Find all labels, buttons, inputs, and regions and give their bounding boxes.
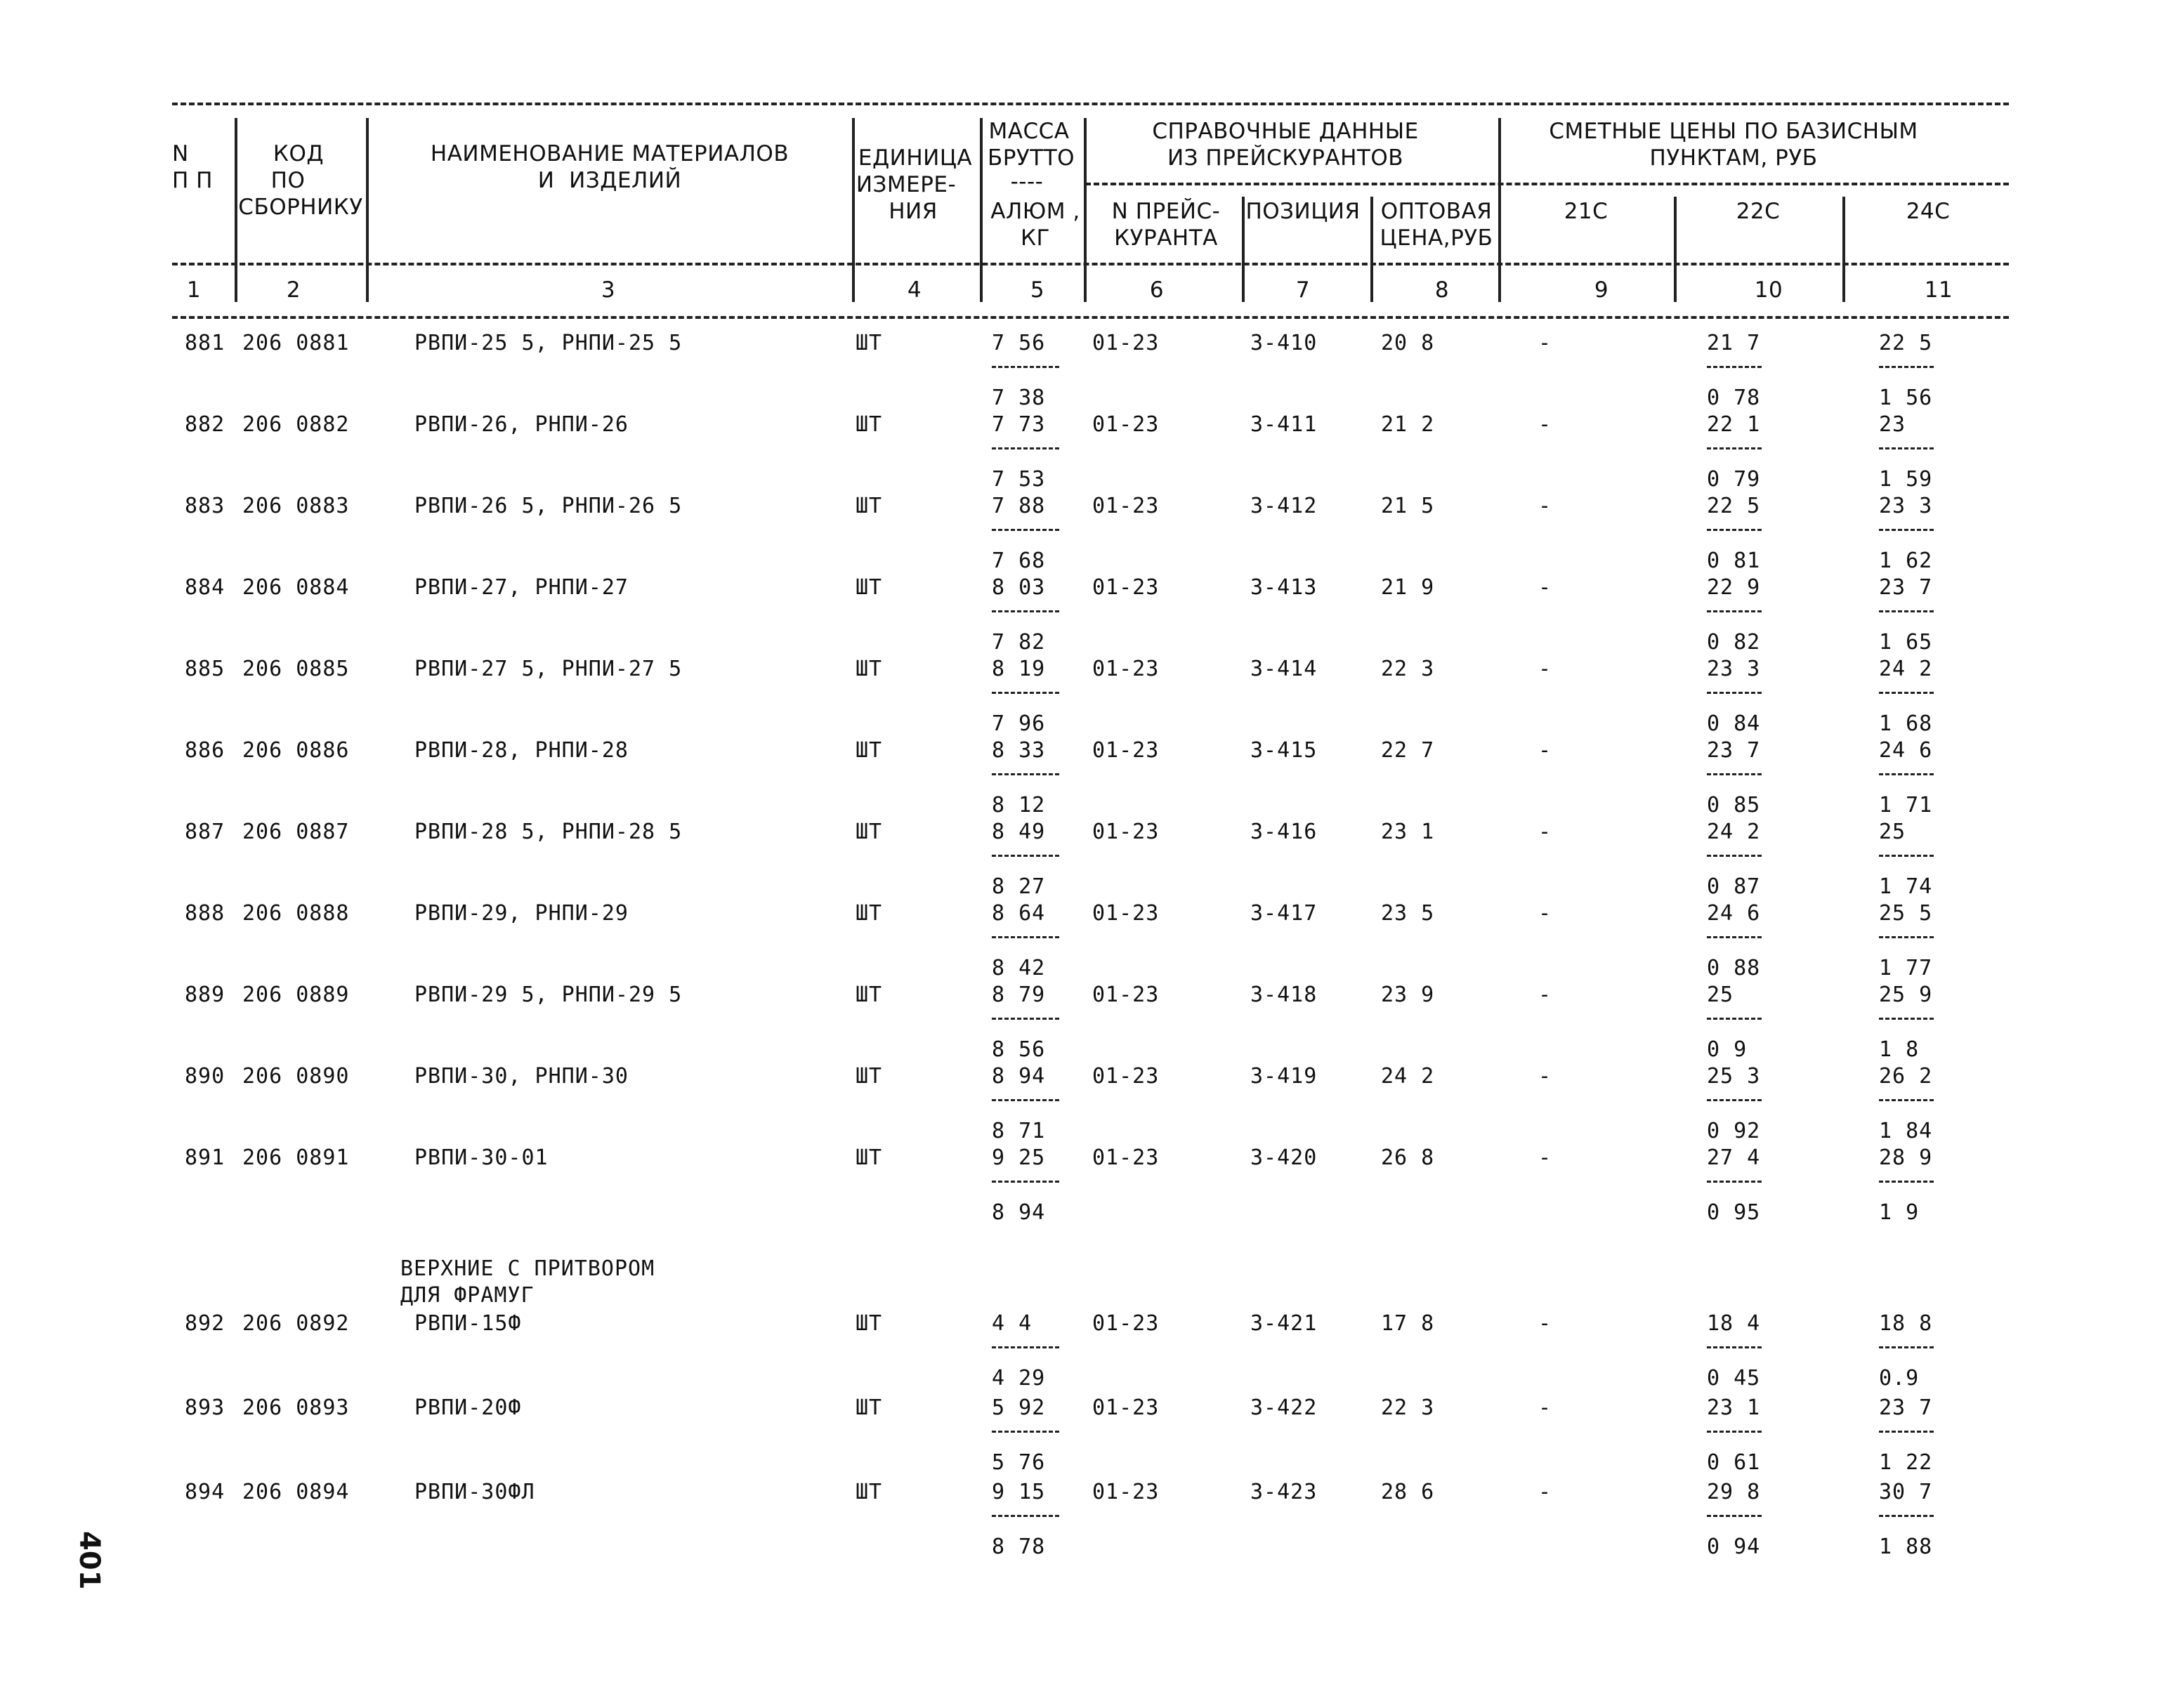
mass-fraction-rule <box>992 610 1059 612</box>
row-price-22c-bottom: 0 94 <box>1707 1535 1761 1559</box>
row-price-22c-top: 25 <box>1707 983 1734 1007</box>
colnum-bottom-rule <box>172 316 2009 319</box>
row-price-22c-top: 24 6 <box>1707 901 1761 926</box>
row-price-24c-top: 24 2 <box>1879 657 1933 681</box>
row-wholesale: 21 2 <box>1381 412 1435 437</box>
mass-fraction-rule <box>992 1346 1059 1348</box>
hdr-ref-1: СПРАВОЧНЫЕ ДАННЫЕ <box>1152 119 1419 144</box>
row-number: 883 <box>185 494 225 518</box>
price-24c-fraction-rule <box>1879 1515 1934 1517</box>
row-unit: ШТ <box>856 575 883 600</box>
row-number: 891 <box>185 1145 225 1170</box>
row-unit: ШТ <box>856 1064 883 1089</box>
row-mass-top: 7 56 <box>992 331 1046 355</box>
row-price-21c: - <box>1538 1064 1552 1089</box>
price-22c-fraction-rule <box>1707 1346 1762 1348</box>
mass-fraction-rule <box>992 855 1059 857</box>
mass-fraction-rule <box>992 692 1059 694</box>
sep-3 <box>852 118 855 302</box>
row-name: РВПИ-30-01 <box>414 1145 549 1170</box>
price-22c-fraction-rule <box>1707 1431 1762 1433</box>
sep-2 <box>366 118 369 302</box>
mass-fraction-rule <box>992 529 1059 531</box>
row-unit: ШТ <box>856 983 883 1007</box>
row-wholesale: 24 2 <box>1381 1064 1435 1089</box>
row-wholesale: 23 9 <box>1381 983 1435 1007</box>
sep-7 <box>1370 197 1373 302</box>
row-price-24c-bottom: 1 88 <box>1879 1535 1933 1559</box>
row-unit: ШТ <box>856 820 883 844</box>
row-price-24c-top: 18 8 <box>1879 1311 1933 1336</box>
row-code: 206 0887 <box>242 820 350 844</box>
row-price-22c-bottom: 0 87 <box>1707 874 1761 899</box>
row-position: 3-416 <box>1250 820 1318 844</box>
row-position: 3-421 <box>1250 1311 1318 1336</box>
price-22c-fraction-rule <box>1707 1181 1762 1183</box>
row-price-22c-bottom: 0 45 <box>1707 1366 1761 1391</box>
row-price-24c-bottom: 1 77 <box>1879 956 1933 980</box>
row-unit: ШТ <box>856 331 883 355</box>
row-price-24c-top: 23 <box>1879 412 1906 437</box>
row-mass-bottom: 4 29 <box>992 1366 1046 1391</box>
row-price-21c: - <box>1538 901 1552 926</box>
row-price-24c-bottom: 0.9 <box>1879 1366 1920 1391</box>
row-name: РВПИ-27 5, РНПИ-27 5 <box>414 657 683 681</box>
mass-fraction-rule <box>992 773 1059 775</box>
row-number: 892 <box>185 1311 225 1336</box>
row-price-24c-top: 26 2 <box>1879 1064 1933 1089</box>
row-price-22c-top: 23 7 <box>1707 738 1761 763</box>
row-code: 206 0893 <box>242 1395 350 1420</box>
row-price-24c-bottom: 1 65 <box>1879 630 1933 655</box>
row-wholesale: 21 9 <box>1381 575 1435 600</box>
colnum-5: 5 <box>1030 277 1045 303</box>
row-name: РВПИ-30, РНПИ-30 <box>414 1064 629 1089</box>
row-code: 206 0885 <box>242 657 350 681</box>
row-price-list: 01-23 <box>1092 738 1160 763</box>
price-24c-fraction-rule <box>1879 1099 1934 1101</box>
hdr-21c: 21С <box>1564 199 1609 224</box>
row-mass-top: 8 79 <box>992 983 1046 1007</box>
row-name: РВПИ-15Ф <box>414 1311 522 1336</box>
row-mass-bottom: 8 94 <box>992 1200 1046 1225</box>
row-mass-top: 8 49 <box>992 820 1046 844</box>
hdr-est-1: СМЕТНЫЕ ЦЕНЫ ПО БАЗИСНЫМ <box>1549 119 1918 144</box>
row-wholesale: 23 5 <box>1381 901 1435 926</box>
row-position: 3-419 <box>1250 1064 1318 1089</box>
row-price-22c-top: 18 4 <box>1707 1311 1761 1336</box>
row-price-22c-bottom: 0 78 <box>1707 386 1761 410</box>
row-price-22c-top: 22 9 <box>1707 575 1761 600</box>
row-price-21c: - <box>1538 1145 1552 1170</box>
row-wholesale: 23 1 <box>1381 820 1435 844</box>
row-price-list: 01-23 <box>1092 657 1160 681</box>
row-code: 206 0889 <box>242 983 350 1007</box>
header-ref-subrule <box>1085 183 2009 185</box>
row-price-21c: - <box>1538 1311 1552 1336</box>
row-price-22c-bottom: 0 9 <box>1707 1037 1748 1062</box>
price-24c-fraction-rule <box>1879 447 1934 449</box>
row-price-22c-top: 23 1 <box>1707 1395 1761 1420</box>
row-price-21c: - <box>1538 412 1552 437</box>
hdr-24c: 24С <box>1906 199 1951 224</box>
hdr-ref-2: ИЗ ПРЕЙСКУРАНТОВ <box>1167 145 1404 171</box>
row-mass-bottom: 8 78 <box>992 1535 1046 1559</box>
colnum-7: 7 <box>1295 277 1311 303</box>
row-price-24c-bottom: 1 56 <box>1879 386 1933 410</box>
row-number: 882 <box>185 412 225 437</box>
row-price-22c-bottom: 0 81 <box>1707 548 1761 573</box>
row-wholesale: 22 7 <box>1381 738 1435 763</box>
mass-fraction-rule <box>992 1515 1059 1517</box>
hdr-est-2: ПУНКТАМ, РУБ <box>1649 145 1818 171</box>
row-name: РВПИ-27, РНПИ-27 <box>414 575 629 600</box>
row-mass-top: 7 73 <box>992 412 1046 437</box>
row-price-24c-top: 23 7 <box>1879 1395 1933 1420</box>
row-number: 887 <box>185 820 225 844</box>
section-heading-2: ДЛЯ ФРАМУГ <box>400 1283 535 1308</box>
sep-1 <box>235 118 237 302</box>
row-mass-bottom: 7 68 <box>992 548 1046 573</box>
row-price-24c-top: 25 <box>1879 820 1906 844</box>
row-code: 206 0891 <box>242 1145 350 1170</box>
colnum-3: 3 <box>601 277 616 303</box>
colnum-6: 6 <box>1149 277 1165 303</box>
section-heading-1: ВЕРХНИЕ С ПРИТВОРОМ <box>400 1256 655 1281</box>
hdr-wholesale-1: ОПТОВАЯ <box>1380 199 1493 224</box>
row-price-22c-bottom: 0 88 <box>1707 956 1761 980</box>
colnum-11: 11 <box>1924 277 1953 303</box>
row-price-21c: - <box>1538 331 1552 355</box>
row-price-21c: - <box>1538 983 1552 1007</box>
row-mass-bottom: 8 42 <box>992 956 1046 980</box>
row-unit: ШТ <box>856 738 883 763</box>
price-24c-fraction-rule <box>1879 1181 1934 1183</box>
price-22c-fraction-rule <box>1707 773 1762 775</box>
row-code: 206 0881 <box>242 331 350 355</box>
row-unit: ШТ <box>856 494 883 518</box>
row-code: 206 0890 <box>242 1064 350 1089</box>
row-price-list: 01-23 <box>1092 820 1160 844</box>
row-price-24c-bottom: 1 22 <box>1879 1450 1933 1475</box>
row-wholesale: 17 8 <box>1381 1311 1435 1336</box>
price-22c-fraction-rule <box>1707 936 1762 938</box>
row-name: РВПИ-20Ф <box>414 1395 522 1420</box>
sep-9 <box>1674 197 1677 302</box>
row-price-list: 01-23 <box>1092 901 1160 926</box>
row-number: 890 <box>185 1064 225 1089</box>
mass-fraction-rule <box>992 1181 1059 1183</box>
price-24c-fraction-rule <box>1879 936 1934 938</box>
colnum-1: 1 <box>186 277 202 303</box>
row-mass-top: 8 64 <box>992 901 1046 926</box>
price-24c-fraction-rule <box>1879 773 1934 775</box>
hdr-mass-5: КГ <box>1021 225 1050 251</box>
hdr-name-1: НАИМЕНОВАНИЕ МАТЕРИАЛОВ <box>430 141 790 166</box>
row-price-24c-top: 25 9 <box>1879 983 1933 1007</box>
row-price-list: 01-23 <box>1092 1311 1160 1336</box>
price-24c-fraction-rule <box>1879 692 1934 694</box>
row-price-22c-bottom: 0 79 <box>1707 467 1761 492</box>
row-number: 893 <box>185 1395 225 1420</box>
row-price-24c-bottom: 1 62 <box>1879 548 1933 573</box>
row-price-24c-top: 22 5 <box>1879 331 1933 355</box>
row-mass-top: 8 03 <box>992 575 1046 600</box>
row-position: 3-414 <box>1250 657 1318 681</box>
row-position: 3-423 <box>1250 1480 1318 1504</box>
row-price-24c-bottom: 1 59 <box>1879 467 1933 492</box>
row-code: 206 0888 <box>242 901 350 926</box>
price-22c-fraction-rule <box>1707 366 1762 368</box>
row-mass-bottom: 8 12 <box>992 793 1046 817</box>
row-unit: ШТ <box>856 657 883 681</box>
price-24c-fraction-rule <box>1879 610 1934 612</box>
price-24c-fraction-rule <box>1879 529 1934 531</box>
mass-fraction-rule <box>992 366 1059 368</box>
row-price-22c-top: 22 5 <box>1707 494 1761 518</box>
row-mass-bottom: 5 76 <box>992 1450 1046 1475</box>
row-mass-top: 7 88 <box>992 494 1046 518</box>
row-price-24c-bottom: 1 9 <box>1879 1200 1920 1225</box>
row-code: 206 0892 <box>242 1311 350 1336</box>
row-price-22c-top: 22 1 <box>1707 412 1761 437</box>
row-price-21c: - <box>1538 1395 1552 1420</box>
row-mass-top: 8 94 <box>992 1064 1046 1089</box>
row-price-22c-top: 25 3 <box>1707 1064 1761 1089</box>
row-price-list: 01-23 <box>1092 1064 1160 1089</box>
colnum-9: 9 <box>1594 277 1609 303</box>
row-price-list: 01-23 <box>1092 494 1160 518</box>
row-name: РВПИ-26, РНПИ-26 <box>414 412 629 437</box>
hdr-unit-3: НИЯ <box>889 199 938 224</box>
row-code: 206 0884 <box>242 575 350 600</box>
row-price-21c: - <box>1538 820 1552 844</box>
hdr-mass-2: БРУТТО <box>987 145 1075 171</box>
hdr-mass-4: АЛЮМ , <box>990 199 1080 224</box>
row-price-22c-top: 23 3 <box>1707 657 1761 681</box>
row-price-21c: - <box>1538 1480 1552 1504</box>
row-mass-bottom: 7 96 <box>992 711 1046 736</box>
hdr-unit-2: ИЗМЕРЕ- <box>856 172 957 197</box>
hdr-n-1: N <box>172 141 189 166</box>
row-price-24c-top: 24 6 <box>1879 738 1933 763</box>
row-wholesale: 20 8 <box>1381 331 1435 355</box>
header-bottom-rule <box>172 263 2009 265</box>
row-price-21c: - <box>1538 738 1552 763</box>
row-price-21c: - <box>1538 494 1552 518</box>
row-price-24c-bottom: 1 71 <box>1879 793 1933 817</box>
sep-10 <box>1842 197 1845 302</box>
row-position: 3-412 <box>1250 494 1318 518</box>
row-price-24c-bottom: 1 74 <box>1879 874 1933 899</box>
row-price-22c-bottom: 0 82 <box>1707 630 1761 655</box>
price-24c-fraction-rule <box>1879 1018 1934 1020</box>
mass-fraction-rule <box>992 447 1059 449</box>
row-wholesale: 28 6 <box>1381 1480 1435 1504</box>
row-mass-bottom: 8 71 <box>992 1119 1046 1143</box>
row-number: 886 <box>185 738 225 763</box>
row-price-22c-top: 27 4 <box>1707 1145 1761 1170</box>
row-number: 884 <box>185 575 225 600</box>
hdr-code-1: КОД <box>273 141 325 166</box>
row-mass-top: 9 25 <box>992 1145 1046 1170</box>
row-name: РВПИ-29, РНПИ-29 <box>414 901 629 926</box>
row-price-22c-bottom: 0 85 <box>1707 793 1761 817</box>
mass-fraction-rule <box>992 1018 1059 1020</box>
row-price-list: 01-23 <box>1092 983 1160 1007</box>
row-unit: ШТ <box>856 1145 883 1170</box>
row-name: РВПИ-28, РНПИ-28 <box>414 738 629 763</box>
hdr-unit-1: ЕДИНИЦА <box>858 145 973 171</box>
colnum-8: 8 <box>1434 277 1450 303</box>
price-24c-fraction-rule <box>1879 1346 1934 1348</box>
row-code: 206 0886 <box>242 738 350 763</box>
row-unit: ШТ <box>856 901 883 926</box>
row-mass-top: 8 19 <box>992 657 1046 681</box>
row-mass-bottom: 7 82 <box>992 630 1046 655</box>
sep-8 <box>1498 118 1501 302</box>
hdr-code-3: СБОРНИКУ <box>238 195 363 220</box>
mass-fraction-rule <box>992 1099 1059 1101</box>
sep-5 <box>1084 118 1087 302</box>
row-position: 3-420 <box>1250 1145 1318 1170</box>
row-price-24c-bottom: 1 68 <box>1879 711 1933 736</box>
row-number: 881 <box>185 331 225 355</box>
row-wholesale: 21 5 <box>1381 494 1435 518</box>
row-price-21c: - <box>1538 575 1552 600</box>
row-price-22c-bottom: 0 84 <box>1707 711 1761 736</box>
row-position: 3-418 <box>1250 983 1318 1007</box>
price-22c-fraction-rule <box>1707 1515 1762 1517</box>
price-22c-fraction-rule <box>1707 1018 1762 1020</box>
row-mass-bottom: 7 38 <box>992 386 1046 410</box>
row-unit: ШТ <box>856 1480 883 1504</box>
row-price-22c-bottom: 0 61 <box>1707 1450 1761 1475</box>
row-number: 889 <box>185 983 225 1007</box>
row-wholesale: 26 8 <box>1381 1145 1435 1170</box>
row-price-list: 01-23 <box>1092 575 1160 600</box>
hdr-position: ПОЗИЦИЯ <box>1245 199 1361 224</box>
price-22c-fraction-rule <box>1707 1099 1762 1101</box>
mass-fraction-rule <box>992 1431 1059 1433</box>
row-price-24c-bottom: 1 84 <box>1879 1119 1933 1143</box>
row-price-list: 01-23 <box>1092 412 1160 437</box>
row-name: РВПИ-25 5, РНПИ-25 5 <box>414 331 683 355</box>
row-number: 894 <box>185 1480 225 1504</box>
row-price-list: 01-23 <box>1092 331 1160 355</box>
row-price-list: 01-23 <box>1092 1145 1160 1170</box>
row-price-21c: - <box>1538 657 1552 681</box>
hdr-mass-1: МАССА <box>988 119 1070 144</box>
row-price-24c-top: 23 3 <box>1879 494 1933 518</box>
row-price-list: 01-23 <box>1092 1395 1160 1420</box>
page-number: 401 <box>73 1531 105 1590</box>
price-22c-fraction-rule <box>1707 529 1762 531</box>
row-name: РВПИ-29 5, РНПИ-29 5 <box>414 983 683 1007</box>
colnum-10: 10 <box>1754 277 1783 303</box>
sep-4 <box>980 118 983 302</box>
price-24c-fraction-rule <box>1879 366 1934 368</box>
row-position: 3-417 <box>1250 901 1318 926</box>
row-mass-top: 4 4 <box>992 1311 1033 1336</box>
row-price-24c-bottom: 1 8 <box>1879 1037 1920 1062</box>
row-price-22c-bottom: 0 95 <box>1707 1200 1761 1225</box>
row-position: 3-422 <box>1250 1395 1318 1420</box>
row-price-24c-top: 23 7 <box>1879 575 1933 600</box>
row-name: РВПИ-30ФЛ <box>414 1480 535 1504</box>
price-22c-fraction-rule <box>1707 610 1762 612</box>
row-position: 3-411 <box>1250 412 1318 437</box>
row-mass-bottom: 8 27 <box>992 874 1046 899</box>
row-price-24c-top: 28 9 <box>1879 1145 1933 1170</box>
header-top-rule <box>172 103 2009 105</box>
row-name: РВПИ-28 5, РНПИ-28 5 <box>414 820 683 844</box>
price-24c-fraction-rule <box>1879 855 1934 857</box>
row-name: РВПИ-26 5, РНПИ-26 5 <box>414 494 683 518</box>
hdr-n-2: П П <box>172 168 213 193</box>
row-unit: ШТ <box>856 1395 883 1420</box>
hdr-pricelist-2: КУРАНТА <box>1114 225 1218 251</box>
row-mass-top: 8 33 <box>992 738 1046 763</box>
row-price-24c-top: 30 7 <box>1879 1480 1933 1504</box>
row-code: 206 0882 <box>242 412 350 437</box>
hdr-pricelist-1: N ПРЕЙС- <box>1111 199 1221 224</box>
row-mass-bottom: 7 53 <box>992 467 1046 492</box>
row-mass-bottom: 8 56 <box>992 1037 1046 1062</box>
colnum-2: 2 <box>286 277 301 303</box>
row-price-list: 01-23 <box>1092 1480 1160 1504</box>
price-22c-fraction-rule <box>1707 692 1762 694</box>
row-wholesale: 22 3 <box>1381 657 1435 681</box>
row-mass-top: 5 92 <box>992 1395 1046 1420</box>
price-22c-fraction-rule <box>1707 855 1762 857</box>
row-position: 3-413 <box>1250 575 1318 600</box>
price-22c-fraction-rule <box>1707 447 1762 449</box>
row-code: 206 0883 <box>242 494 350 518</box>
row-position: 3-410 <box>1250 331 1318 355</box>
row-position: 3-415 <box>1250 738 1318 763</box>
price-24c-fraction-rule <box>1879 1431 1934 1433</box>
hdr-code-2: ПО <box>270 168 306 193</box>
row-price-24c-top: 25 5 <box>1879 901 1933 926</box>
row-number: 888 <box>185 901 225 926</box>
hdr-name-2: И ИЗДЕЛИЙ <box>537 168 682 193</box>
row-price-22c-top: 24 2 <box>1707 820 1761 844</box>
row-mass-top: 9 15 <box>992 1480 1046 1504</box>
row-price-22c-top: 29 8 <box>1707 1480 1761 1504</box>
colnum-4: 4 <box>907 277 922 303</box>
row-wholesale: 22 3 <box>1381 1395 1435 1420</box>
sep-6 <box>1242 197 1245 302</box>
hdr-wholesale-2: ЦЕНА,РУБ <box>1380 225 1493 251</box>
row-price-22c-bottom: 0 92 <box>1707 1119 1761 1143</box>
row-code: 206 0894 <box>242 1480 350 1504</box>
mass-fraction-rule <box>992 936 1059 938</box>
row-price-22c-top: 21 7 <box>1707 331 1761 355</box>
row-unit: ШТ <box>856 1311 883 1336</box>
row-unit: ШТ <box>856 412 883 437</box>
hdr-22c: 22С <box>1736 199 1781 224</box>
hdr-mass-3: ---- <box>1010 169 1044 195</box>
row-number: 885 <box>185 657 225 681</box>
